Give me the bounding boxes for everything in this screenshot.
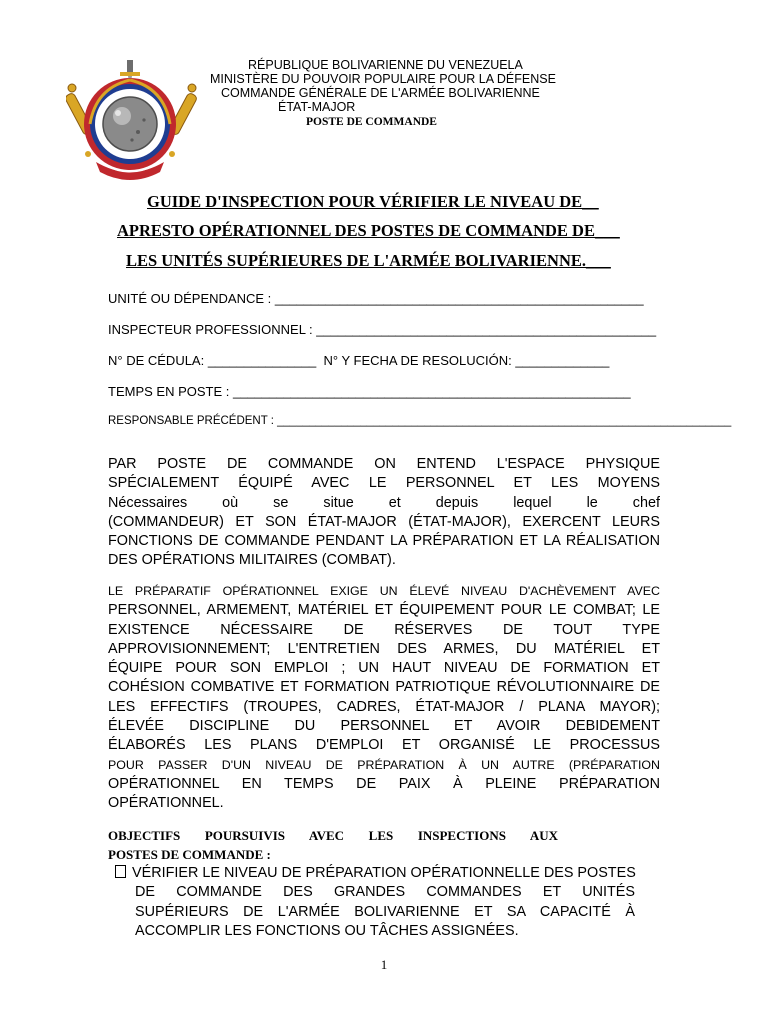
title-line-2: APRESTO OPÉRATIONNEL DES POSTES DE COMMANDE DE___ (117, 221, 620, 240)
paragraph-line: POUR PASSER D'UN NIVEAU DE PRÉPARATION À UN AUTRE (PRÉPARATION (108, 757, 660, 772)
paragraph-line: APPROVISIONNEMENT; L'ENTRETIEN DES ARMES, DU MATÉRIEL ET (108, 640, 660, 657)
bullet-text: VÉRIFIER LE NIVEAU DE PRÉPARATION OPÉRATIONNELLE DES POSTES (132, 865, 636, 881)
objectives-heading (108, 826, 558, 864)
objective-bullet (115, 864, 635, 941)
header-republic: RÉPUBLIQUE BOLIVARIENNE DU VENEZUELA (248, 58, 523, 72)
header-post: POSTE DE COMMANDE (306, 116, 437, 128)
bullet-line: ACCOMPLIR LES FONCTIONS OU TÂCHES ASSIGNÉES. (135, 922, 519, 939)
header-command: COMMANDE GÉNÉRALE DE L'ARMÉE BOLIVARIENNE (221, 86, 540, 100)
bullet-line: DE COMMANDE DES GRANDES COMMANDES ET UNITÉS (135, 884, 635, 901)
paragraph-line: ÉLEVÉE DISCIPLINE DU PERSONNEL ET AVOIR DEBIDEMENT (108, 718, 660, 735)
paragraph-line: EXISTENCE NÉCESSAIRE DE RÉSERVES DE TOUT TYPE (108, 621, 660, 638)
title-line-3: LES UNITÉS SUPÉRIEURES DE L'ARMÉE BOLIVARIENNE.___ (126, 251, 611, 270)
paragraph-line: PAR POSTE DE COMMANDE ON ENTEND L'ESPACE PHYSIQUE (108, 456, 660, 472)
bullet-box-icon (115, 865, 126, 878)
army-coat-of-arms-icon (66, 58, 198, 186)
readiness-paragraph (108, 582, 660, 814)
paragraph-line: COHÉSION COMBATIVE ET FORMATION PATRIOTIQUE RÉVOLUTIONNAIRE DE (108, 679, 660, 696)
paragraph-line: (COMMANDEUR) ET SON ÉTAT-MAJOR (ÉTAT-MAJOR), EXERCENT LEURS (108, 513, 660, 530)
title-line-1: GUIDE D'INSPECTION POUR VÉRIFIER LE NIVEAU DE__ (147, 192, 599, 211)
paragraph-line: LES EFFECTIFS (TROUPES, CADRES, ÉTAT-MAJOR / PLANA MAYOR); (108, 698, 660, 715)
definition-paragraph (108, 455, 660, 571)
inspector-field[interactable]: INSPECTEUR PROFESSIONNEL : _______________________________________________ (108, 322, 657, 337)
paragraph-line: OPÉRATIONNEL EN TEMPS DE PAIX À PLEINE PRÉPARATION (108, 775, 660, 792)
paragraph-line: ÉQUIPE POUR SON EMPLOI ; UN HAUT NIVEAU DE FORMATION ET (108, 660, 660, 677)
paragraph-line: SPÉCIALEMENT ÉQUIPÉ AVEC LE PERSONNEL ET LES MOYENS (108, 475, 660, 492)
time-in-post-field[interactable]: TEMPS EN POSTE : _______________________________________________________ (108, 384, 631, 399)
header-ministry: MINISTÈRE DU POUVOIR POPULAIRE POUR LA DÉFENSE (210, 72, 556, 86)
cannonball-icon (103, 97, 157, 151)
cedula-field[interactable]: N° DE CÉDULA: _______________ N° Y FECHA DE RESOLUCIÓN: _____________ (108, 353, 610, 368)
bullet-line: SUPÉRIEURS DE L'ARMÉE BOLIVARIENNE ET SA CAPACITÉ À (135, 903, 635, 920)
paragraph-line: ÉLABORÉS LES PLANS D'EMPLOI ET ORGANISÉ LE PROCESSUS (108, 737, 660, 754)
previous-responsible-field[interactable]: RESPONSABLE PRÉCÉDENT : _______________________________________________________________________ (108, 415, 732, 427)
objectives-heading-line: OBJECTIFS POURSUIVIS AVEC LES INSPECTIONS AUX (108, 828, 558, 843)
paragraph-line: Nécessaires où se situe et depuis lequel le chef (108, 494, 660, 511)
unit-field[interactable]: UNITÉ OU DÉPENDANCE : ___________________________________________________ (108, 291, 644, 306)
objectives-heading-line: POSTES DE COMMANDE : (108, 847, 271, 862)
header-staff: ÉTAT-MAJOR (278, 100, 356, 114)
paragraph-line: PERSONNEL, ARMEMENT, MATÉRIEL ET ÉQUIPEMENT POUR LE COMBAT; LE (108, 602, 660, 619)
paragraph-line: OPÉRATIONNEL. (108, 795, 224, 812)
paragraph-line: DES OPÉRATIONS MILITAIRES (COMBAT). (108, 552, 396, 569)
paragraph-line: FONCTIONS DE COMMANDE PENDANT LA PRÉPARATION ET LA RÉALISATION (108, 533, 660, 550)
page-number: 1 (380, 957, 388, 972)
bullet-line (115, 864, 635, 883)
paragraph-line: LE PRÉPARATIF OPÉRATIONNEL EXIGE UN ÉLEVÉ NIVEAU D'ACHÈVEMENT AVEC (108, 584, 660, 598)
